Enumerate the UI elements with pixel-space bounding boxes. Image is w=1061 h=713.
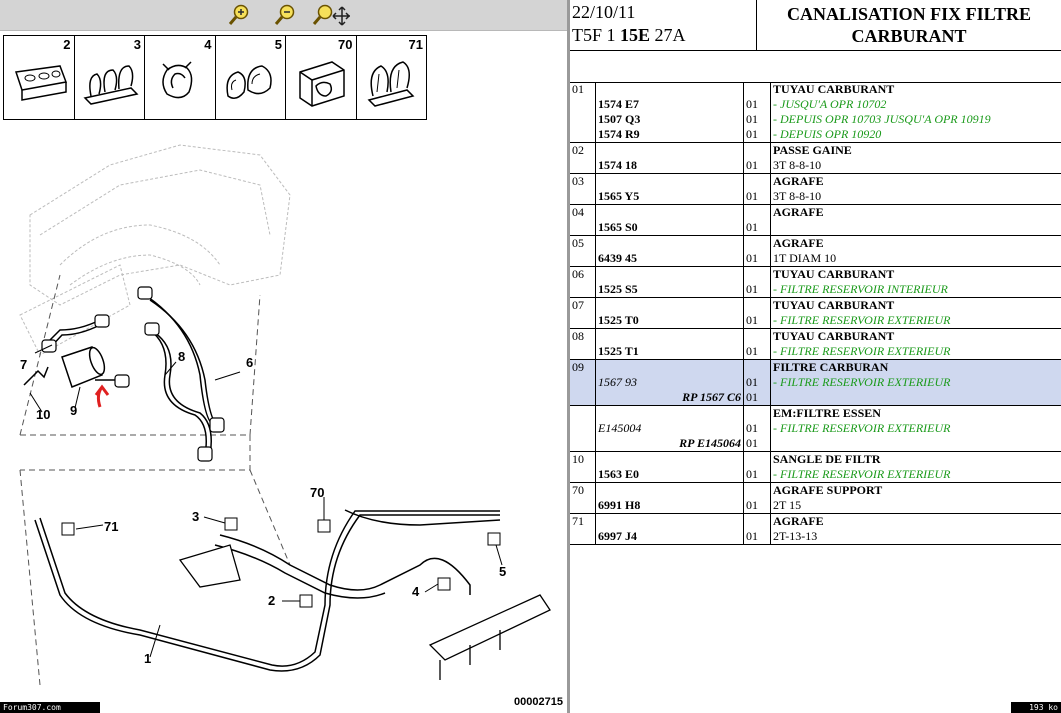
- callout-label: 71: [104, 519, 119, 534]
- thumbnail-70[interactable]: [286, 36, 357, 119]
- callout-label: 4: [412, 584, 420, 599]
- table-row[interactable]: 70 AGRAFE SUPPORT 6991 H8 01 2T 15: [570, 483, 1061, 514]
- parts-pane: [570, 0, 1061, 713]
- single-clip-sketch-icon: [151, 52, 211, 112]
- table-row[interactable]: 71 AGRAFE 6997 J4 01 2T-13-13: [570, 514, 1061, 545]
- diagram-ref-code: 00002715: [514, 696, 563, 708]
- fuel-filter: [62, 346, 107, 387]
- table-row[interactable]: 06 TUYAU CARBURANT 1525 S5 01 - FILTRE RESERVOIR INTERIEUR: [570, 267, 1061, 298]
- table-row[interactable]: 07 TUYAU CARBURANT 1525 T0 01 - FILTRE RESERVOIR EXTERIEUR: [570, 298, 1061, 329]
- table-row[interactable]: 03 AGRAFE 1565 Y5 01 3T 8-8-10: [570, 174, 1061, 205]
- callout-label: 2: [268, 593, 276, 608]
- callout-label: 9: [70, 403, 78, 418]
- zoom-pan-icon[interactable]: [312, 3, 350, 27]
- page-title: CANALISATION FIX FILTRE CARBURANT: [786, 4, 1032, 46]
- part-thumbnails: [3, 35, 427, 120]
- twin-clip-sketch-icon: [363, 52, 423, 112]
- thumbnail-number: 5: [274, 37, 282, 52]
- callout-label: 6: [246, 355, 254, 370]
- zoom-in-icon[interactable]: [226, 3, 252, 27]
- callout-label: 3: [192, 509, 200, 524]
- catalog-date: 22/10/11: [572, 2, 636, 22]
- callout-label: 1: [144, 651, 152, 666]
- thumbnail-number: 70: [338, 37, 353, 52]
- table-row[interactable]: 02 PASSE GAINE 1574 18 01 3T 8-8-10: [570, 143, 1061, 174]
- parts-header: [570, 0, 1061, 51]
- table-row[interactable]: 08 TUYAU CARBURANT 1525 T1 01 - FILTRE RESERVOIR EXTERIEUR: [570, 329, 1061, 360]
- thumbnail-number: 4: [204, 37, 212, 52]
- thumbnail-4[interactable]: [145, 36, 216, 119]
- table-row[interactable]: 05 AGRAFE 6439 45 01 1T DIAM 10: [570, 236, 1061, 267]
- parts-subheader: [570, 50, 1061, 83]
- support-clip-sketch-icon: [292, 52, 352, 112]
- filter-strap: [24, 367, 48, 385]
- table-row[interactable]: 10 SANGLE DE FILTR 1563 E0 01 - FILTRE RESERVOIR EXTERIEUR: [570, 452, 1061, 483]
- thumbnail-number: 71: [408, 37, 423, 52]
- thumbnail-3[interactable]: [75, 36, 146, 119]
- forum-watermark: Forum307.com: [0, 702, 100, 713]
- thumbnail-2[interactable]: [4, 36, 75, 119]
- table-row[interactable]: 01 TUYAU CARBURANT 1574 E7 01 - JUSQU'A OPR 10702 1507 Q3 01 - DEPUIS OPR 10703 JUSQU'A OPR 10919 1574 R9 01 - DEPUIS OPR 10920: [570, 82, 1061, 143]
- parts-table: [570, 82, 1061, 545]
- thumbnail-5[interactable]: [216, 36, 287, 119]
- file-size-badge: 193 ko: [1011, 702, 1061, 713]
- callout-label: 8: [178, 349, 186, 364]
- triple-clip-sketch-icon: [81, 52, 141, 112]
- injection-rail: [430, 595, 550, 680]
- grommet-sketch-icon: [10, 52, 70, 112]
- thumbnail-number: 2: [63, 37, 71, 52]
- exploded-diagram: [0, 125, 567, 713]
- table-row[interactable]: EM:FILTRE ESSEN E145004 01 - FILTRE RESERVOIR EXTERIEUR RP E145064 01: [570, 406, 1061, 452]
- callout-boxes: [62, 518, 500, 607]
- main-fuel-lines: [35, 510, 500, 671]
- callout-label: 10: [36, 407, 51, 422]
- callout-label: 70: [310, 485, 325, 500]
- double-clip-sketch-icon: [222, 52, 282, 112]
- table-row-selected[interactable]: 09 FILTRE CARBURAN 1567 93 01 - FILTRE RESERVOIR EXTERIEUR RP 1567 C6 01: [570, 360, 1061, 406]
- zoom-out-icon[interactable]: [272, 3, 298, 27]
- vehicle-code: T5F 1 15E 27A: [572, 25, 686, 45]
- red-arrow-mark: [96, 387, 108, 407]
- callout-label: 7: [20, 357, 28, 372]
- thumbnail-number: 3: [133, 37, 141, 52]
- callout-label: 5: [499, 564, 507, 579]
- zoom-toolbar: [0, 0, 567, 31]
- thumbnail-71[interactable]: [357, 36, 427, 119]
- table-row[interactable]: 04 AGRAFE 1565 S0 01: [570, 205, 1061, 236]
- triple-clip: [180, 545, 240, 587]
